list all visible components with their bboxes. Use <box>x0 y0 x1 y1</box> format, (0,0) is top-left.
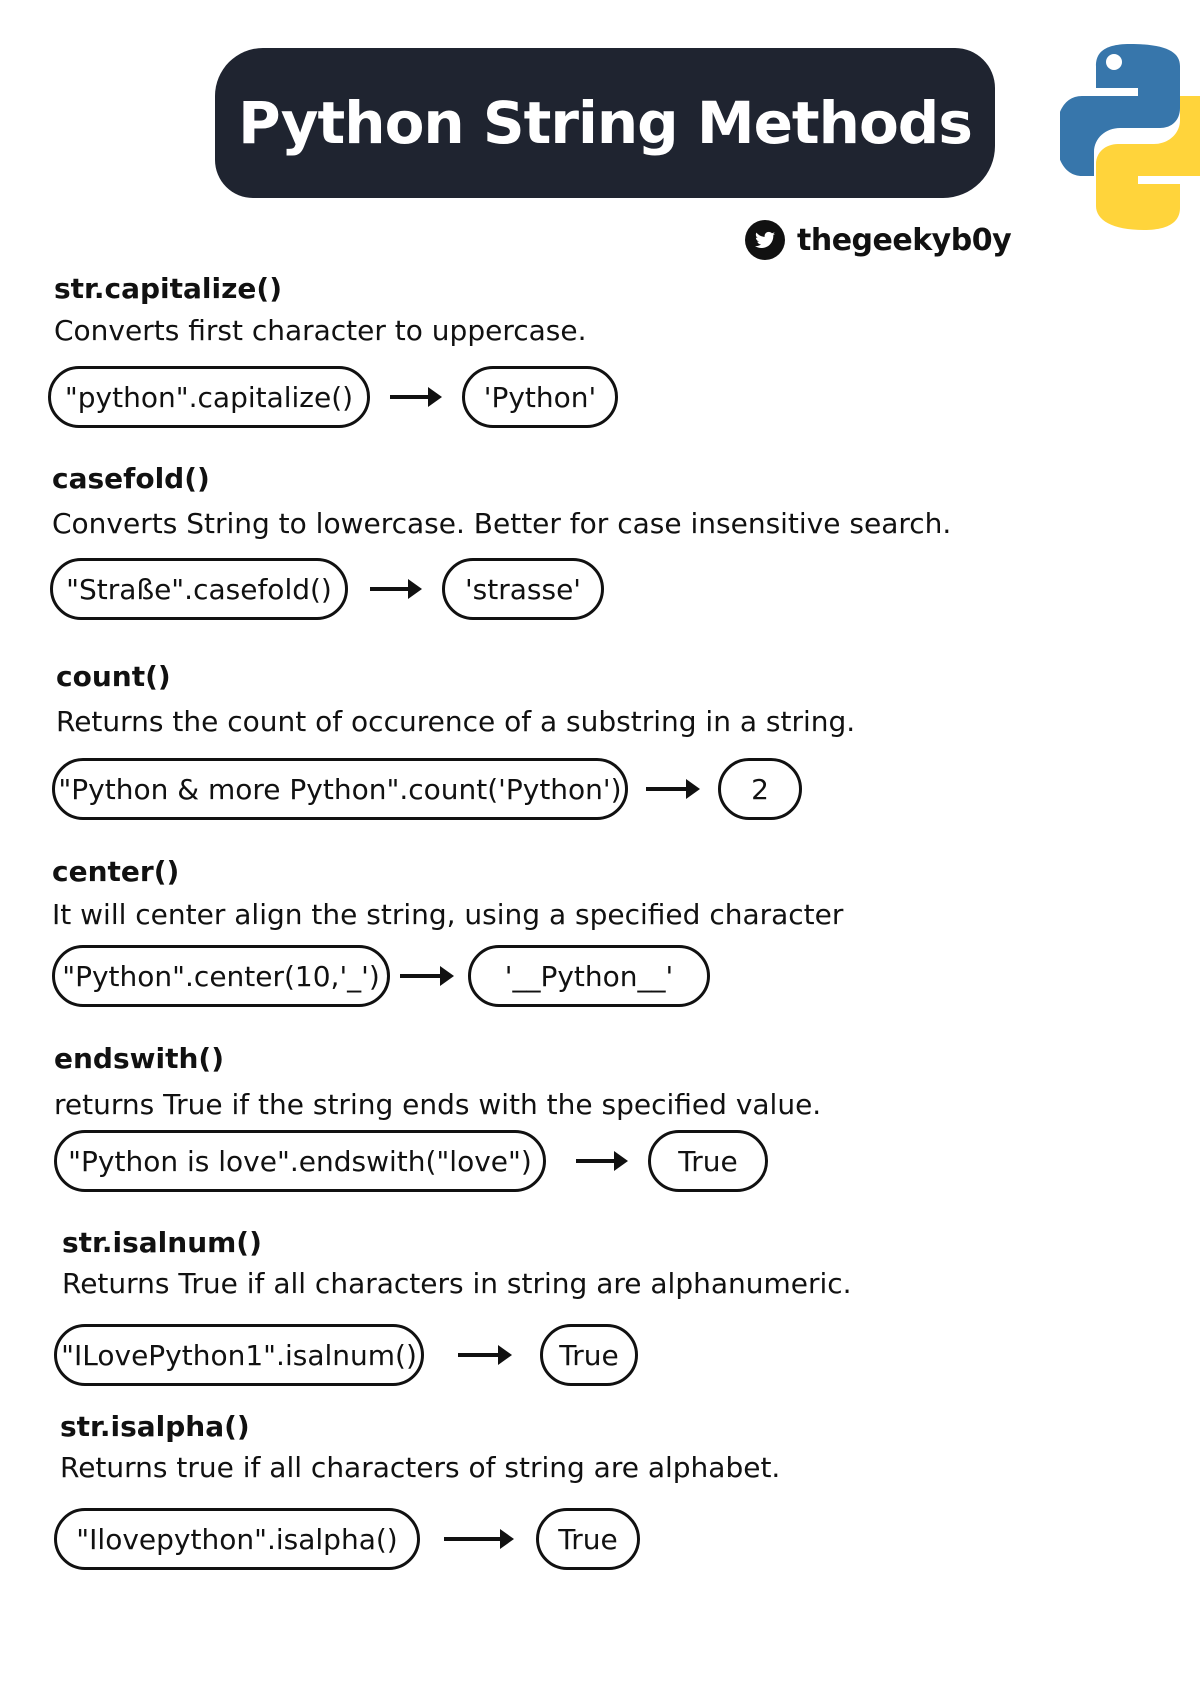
method-description: Converts first character to uppercase. <box>54 314 587 347</box>
method-description: Returns the count of occurence of a substring in a string. <box>56 705 856 738</box>
result-pill: '__Python__' <box>468 945 710 1007</box>
method-name: str.isalnum() <box>62 1226 262 1259</box>
method-name: str.isalpha() <box>60 1410 250 1443</box>
result-pill: 2 <box>718 758 802 820</box>
page-title: Python String Methods <box>238 89 972 157</box>
social-handle <box>745 218 1011 262</box>
arrow-icon <box>390 387 442 407</box>
method-name: center() <box>52 855 180 888</box>
twitter-icon <box>745 220 785 260</box>
arrow-icon <box>458 1345 512 1365</box>
result-pill: True <box>536 1508 640 1570</box>
arrow-icon <box>444 1529 514 1549</box>
result-pill: 'strasse' <box>442 558 604 620</box>
example-pill: "Python is love".endswith("love") <box>54 1130 546 1192</box>
method-name: casefold() <box>52 462 210 495</box>
method-description: Converts String to lowercase. Better for case insensitive search. <box>52 507 952 540</box>
title-banner <box>215 48 995 198</box>
method-name: endswith() <box>54 1042 225 1075</box>
arrow-icon <box>646 779 700 799</box>
result-pill: True <box>540 1324 638 1386</box>
arrow-icon <box>370 579 422 599</box>
handle-text: thegeekyb0y <box>797 222 1012 258</box>
example-pill: "Ilovepython".isalpha() <box>54 1508 420 1570</box>
python-logo-icon <box>1060 36 1200 236</box>
arrow-icon <box>400 966 454 986</box>
method-description: returns True if the string ends with the specified value. <box>54 1088 822 1121</box>
example-pill: "python".capitalize() <box>48 366 370 428</box>
example-pill: "ILovePython1".isalnum() <box>54 1324 424 1386</box>
method-description: Returns True if all characters in string are alphanumeric. <box>62 1267 852 1300</box>
method-description: Returns true if all characters of string are alphabet. <box>60 1451 781 1484</box>
method-name: str.capitalize() <box>54 272 282 305</box>
method-description: It will center align the string, using a specified character <box>52 898 844 931</box>
result-pill: 'Python' <box>462 366 618 428</box>
example-pill: "Straße".casefold() <box>50 558 348 620</box>
example-pill: "Python & more Python".count('Python') <box>52 758 628 820</box>
example-pill: "Python".center(10,'_') <box>52 945 390 1007</box>
result-pill: True <box>648 1130 768 1192</box>
method-name: count() <box>56 660 171 693</box>
arrow-icon <box>576 1151 628 1171</box>
